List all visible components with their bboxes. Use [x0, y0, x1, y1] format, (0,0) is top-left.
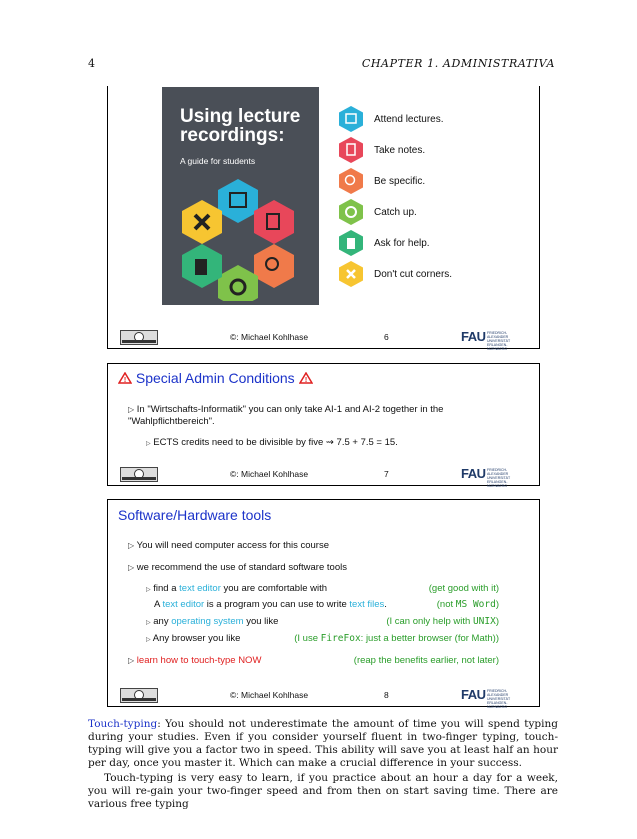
notes-icon: [338, 137, 364, 163]
note-get-good: (get good with it): [428, 583, 499, 594]
poster: [162, 87, 319, 305]
touch-typing-link[interactable]: Touch-typing: [88, 718, 158, 730]
sub-browser: ▷ Any browser you like: [146, 633, 241, 644]
note-firefox: (I use FireFox: just a better browser (for Math)): [294, 633, 499, 644]
slide-lecture-recordings: [107, 86, 540, 349]
poster-subtitle: A guide for students: [180, 156, 256, 166]
text-editor-link[interactable]: text editor: [179, 583, 221, 594]
cc-license-icon: [120, 330, 158, 345]
slide-title: Software/Hardware tools: [118, 507, 272, 523]
warning-icon: [299, 372, 313, 384]
text-editor-link[interactable]: text editor: [162, 599, 205, 610]
operating-system-link[interactable]: operating system: [171, 616, 244, 627]
chapter-header: CHAPTER 1. ADMINISTRATIVA: [361, 57, 555, 70]
page-number: 4: [88, 57, 95, 70]
tip-corners: Don't cut corners.: [338, 261, 364, 292]
slide-title: ! Special Admin Conditions !: [118, 370, 313, 386]
fau-logo: FAU FRIEDRICH-ALEXANDER UNIVERSITÄT ERLANGEN-NÜRNBERG: [461, 466, 511, 488]
slide-author: ©: Michael Kohlhase: [230, 469, 309, 479]
note-unix: (I can only help with UNIX): [386, 616, 499, 627]
slide-number: 8: [384, 690, 389, 700]
note-benefits: (reap the benefits earlier, not later): [353, 655, 499, 666]
slide-footer: [108, 463, 539, 488]
magnifier-icon: [338, 168, 364, 194]
tip-catchup: Catch up.: [338, 199, 364, 230]
fau-logo: FAU FRIEDRICH-ALEXANDER UNIVERSITÄT ERLANGEN-NÜRNBERG: [461, 329, 511, 351]
refresh-hex-icon: [218, 265, 258, 301]
slide-footer: [108, 326, 539, 351]
calendar-icon: [338, 106, 364, 132]
text-files-link[interactable]: text files: [349, 599, 385, 610]
cc-license-icon: [120, 688, 158, 703]
slide-author: ©: Michael Kohlhase: [230, 690, 309, 700]
slide-author: ©: Michael Kohlhase: [230, 332, 309, 342]
poster-title: Using lecture recordings:: [180, 106, 301, 146]
refresh-icon: [338, 199, 364, 225]
slide-number: 6: [384, 332, 389, 342]
sub-text-editor: ▷ find a text editor you are comfortable with: [146, 583, 328, 594]
slide-number: 7: [384, 469, 389, 479]
tip-notes: Take notes.: [338, 137, 364, 168]
paragraph-touch-typing: Touch-typing: You should not underestimate the amount of time you will spend typing during your studies. Even if you consider yourself fluent in two-finger typing, touch-typing will give you a factor two in speed. This ability will save you at least half an hour per day, once you master it. Which can make a crucial difference in your success.: [88, 718, 558, 770]
fau-logo: FAU FRIEDRICH-ALEXANDER UNIVERSITÄT ERLANGEN-NÜRNBERG: [461, 687, 511, 709]
bullet-computer-access: ▷ You will need computer access for this course: [128, 540, 330, 551]
cross-icon: [338, 261, 364, 287]
tip-help: Ask for help.: [338, 230, 364, 261]
tip-attend: Attend lectures.: [338, 106, 364, 137]
magnifier-hex-icon: [254, 244, 294, 288]
svg-text:!: !: [123, 377, 127, 384]
bullet-wirtschafts: ▷ In "Wirtschafts-Informatik" you can only take AI-1 and AI-2 together in the "Wahlpflichtbereich".: [128, 404, 444, 427]
hand-hex-icon: [182, 244, 222, 288]
bullet-standard-tools: ▷ we recommend the use of standard software tools: [128, 562, 347, 573]
notes-hex-icon: [254, 200, 294, 244]
cross-hex-icon: [182, 200, 222, 244]
sub-operating-system: ▷ any operating system you like: [146, 616, 279, 627]
slide-special-admin: [107, 363, 540, 486]
note-not-msword: (not MS Word): [436, 599, 499, 610]
cc-license-icon: [120, 467, 158, 482]
paragraph-learn-typing: Touch-typing is very easy to learn, if you practice about an hour a day for a week, you will re-gain your two-finger speed and from then on start saving time. There are various free typing: [88, 772, 558, 811]
sub-bullet-ects: ▷ ECTS credits need to be divisible by five ⇝ 7.5 + 7.5 = 15.: [146, 437, 398, 448]
warning-icon: [118, 372, 132, 384]
slide-software-tools: [107, 499, 540, 707]
hexagon-wheel: [162, 171, 319, 301]
calendar-hex-icon: [218, 179, 258, 223]
svg-text:!: !: [304, 377, 307, 384]
tip-specific: Be specific.: [338, 168, 364, 199]
bullet-touch-type: ▷ learn how to touch-type NOW: [128, 655, 262, 666]
hand-icon: [338, 230, 364, 256]
sub-text-editor-def: A text editor is a program you can use to write text files.: [154, 599, 387, 610]
slide-footer: [108, 684, 539, 709]
